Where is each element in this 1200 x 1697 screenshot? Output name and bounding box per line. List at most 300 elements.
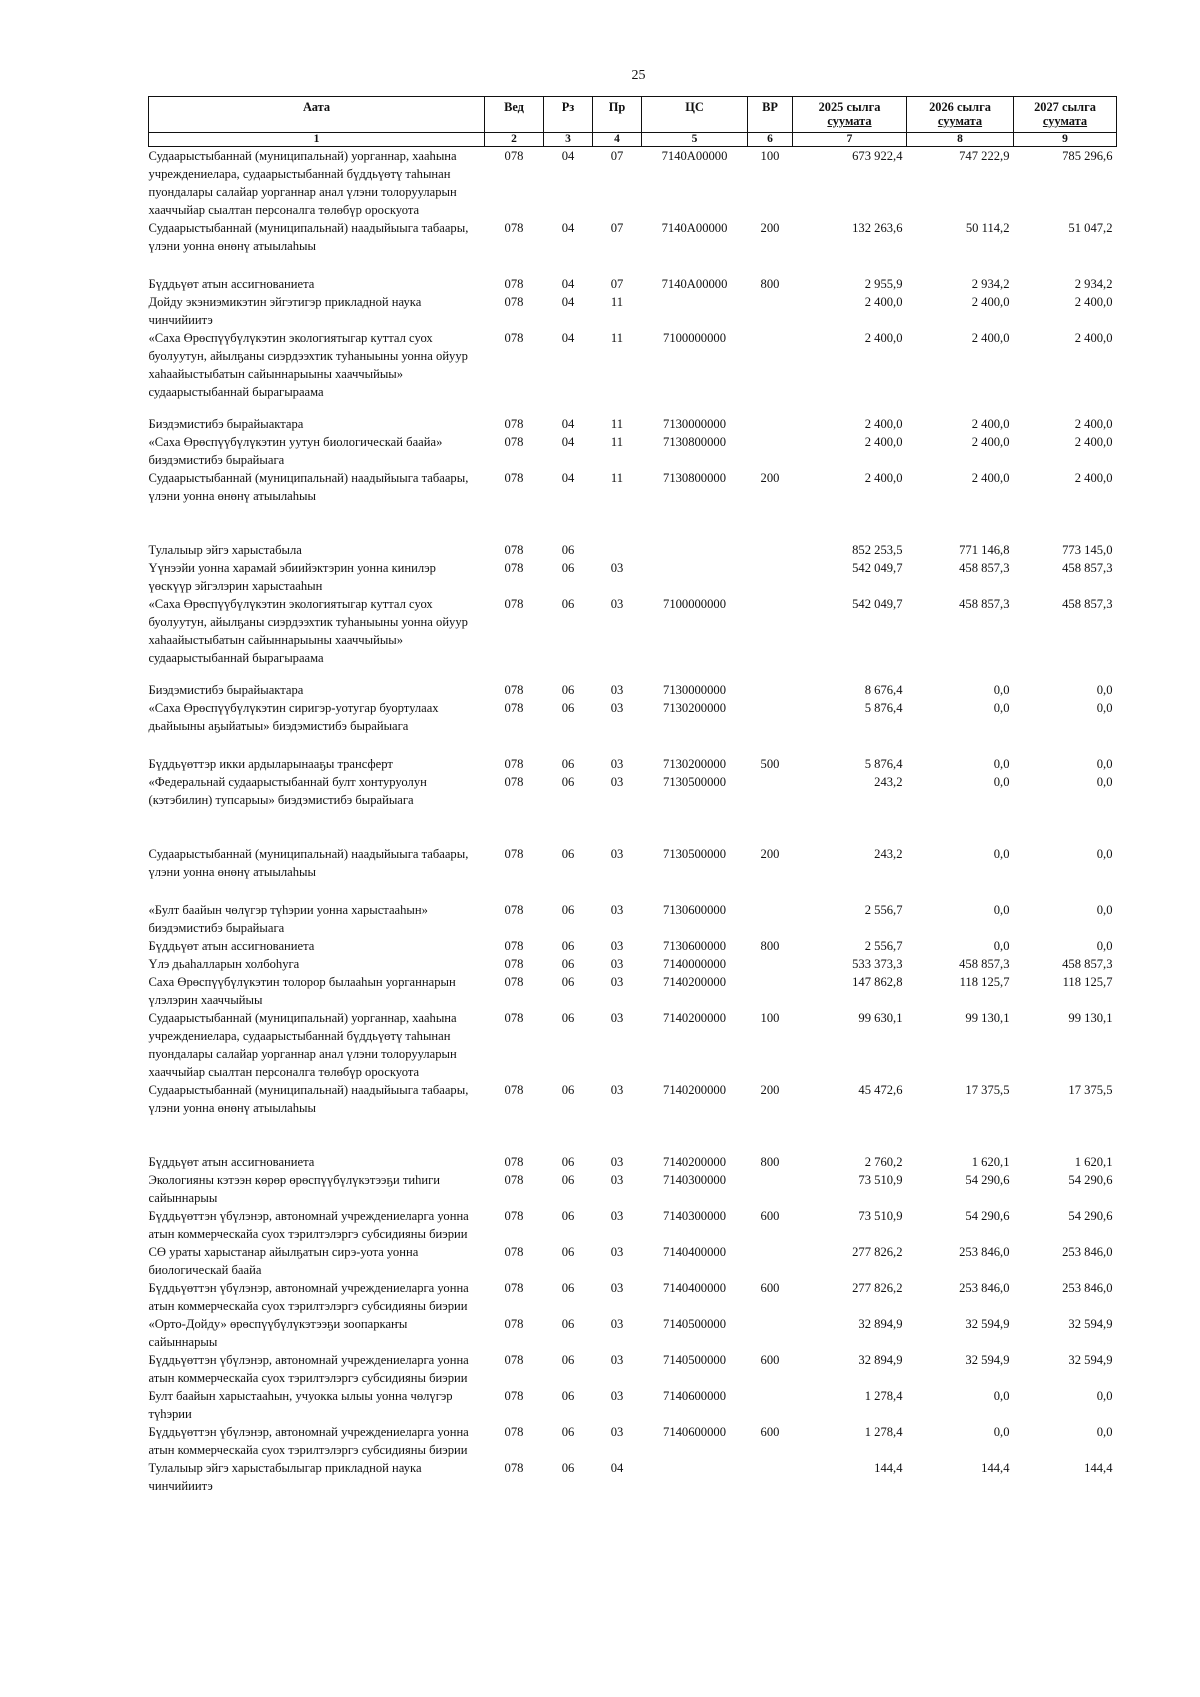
row-value-2025: 542 049,7 xyxy=(852,561,903,575)
row-vr: 600 xyxy=(760,1209,780,1223)
row-vr xyxy=(748,901,793,937)
row-vr xyxy=(748,541,793,559)
row-name: Судаарыстыбаннай (муниципальнай) уорганнар, хааһына учреждениелара, судаарыстыбаннай бүддьүөтү таһынан пуондалары салайар уорганнар анал үлэни толорууларын хааччыйар сыалтан персоналга төлөбүр ороскуота xyxy=(148,1011,457,1079)
row-value-2026: 253 846,0 xyxy=(959,1281,1010,1295)
row-ved: 078 xyxy=(504,1173,524,1187)
header-2027-year: 2027 сылга xyxy=(1034,100,1096,114)
row-name: «Саха Өрөспүүбүлүкэтин экологиятыгар куттал суох буолуутун, айылҕаны сиэрдээхтик туһаныыны уонна ойуур хаһаайыстыбатын сайыннарыыны хааччыйыы» судаарыстыбаннай бырагыраама xyxy=(148,331,468,399)
header-vr: ВР xyxy=(748,97,793,133)
row-vr xyxy=(748,955,793,973)
header-2026-sum: суумата xyxy=(937,114,983,128)
row-cs: 7130200000 xyxy=(663,701,726,715)
row-name: Судаарыстыбаннай (муниципальнай) уорганнар, хааһына учреждениелара, судаарыстыбаннай бүддьүөтү таһынан пуондалары салайар уорганнар анал үлэни толорууларын хааччыйар сыалтан персоналга төлөбүр ороскуота xyxy=(148,149,457,217)
column-number: 7 xyxy=(793,133,907,147)
table-row xyxy=(149,275,1117,293)
row-ved: 078 xyxy=(504,975,524,989)
table-row xyxy=(149,559,1117,595)
row-value-2026: 458 857,3 xyxy=(959,597,1010,611)
row-cs xyxy=(642,559,748,595)
table-row xyxy=(149,433,1117,469)
row-value-2025: 32 894,9 xyxy=(858,1353,903,1367)
header-2025-sum: суумата xyxy=(827,114,872,128)
table-row xyxy=(149,595,1117,681)
row-value-2027: 0,0 xyxy=(1096,683,1113,697)
row-ved: 078 xyxy=(504,1209,524,1223)
row-name: Бүддьүөттэн үбүлэнэр, автономнай учреждениеларга уонна атын коммерческайа суох тэрилтэлэргэ субсидияны биэрии xyxy=(148,1425,469,1457)
row-name: СӨ ураты харыстанар айылҕатын сирэ-уота уонна биологическай баайа xyxy=(148,1245,419,1277)
row-name: Биэдэмистибэ бырайыактара xyxy=(148,417,304,431)
row-name: Судаарыстыбаннай (муниципальнай) наадыйыыга табаары, үлэни уонна өнөнү атыылаһыы xyxy=(148,221,469,253)
column-number: 4 xyxy=(593,133,642,147)
row-value-2026: 0,0 xyxy=(993,847,1010,861)
row-rz: 06 xyxy=(561,847,575,861)
row-name: Судаарыстыбаннай (муниципальнай) наадыйыыга табаары, үлэни уонна өнөнү атыылаһыы xyxy=(148,471,469,503)
row-value-2027: 32 594,9 xyxy=(1068,1317,1113,1331)
row-value-2027: 2 400,0 xyxy=(1074,331,1113,345)
table-row xyxy=(149,219,1117,275)
row-value-2027: 2 400,0 xyxy=(1074,417,1113,431)
table-row xyxy=(149,1279,1117,1315)
row-ved: 078 xyxy=(504,1389,524,1403)
row-vr: 100 xyxy=(760,1011,780,1025)
row-vr xyxy=(748,559,793,595)
row-vr xyxy=(748,433,793,469)
row-vr xyxy=(748,595,793,681)
row-value-2026: 2 400,0 xyxy=(971,435,1010,449)
row-value-2025: 2 400,0 xyxy=(864,435,903,449)
table-row xyxy=(149,1423,1117,1459)
table-row xyxy=(149,1351,1117,1387)
row-value-2027: 253 846,0 xyxy=(1062,1281,1113,1295)
row-name: Бүддьүөттэр икки ардыларынааҕы трансферт xyxy=(148,757,393,771)
row-value-2026: 50 114,2 xyxy=(965,221,1010,235)
row-ved: 078 xyxy=(504,597,524,611)
row-value-2026: 118 125,7 xyxy=(959,975,1010,989)
row-name: Бүддьүөттэн үбүлэнэр, автономнай учреждениеларга уонна атын коммерческайа суох тэрилтэлэргэ субсидияны биэрии xyxy=(148,1353,469,1385)
row-cs: 7130600000 xyxy=(663,939,726,953)
row-value-2027: 32 594,9 xyxy=(1068,1353,1113,1367)
row-pr: 04 xyxy=(610,1461,624,1475)
row-rz: 04 xyxy=(561,221,575,235)
row-ved: 078 xyxy=(504,149,524,163)
column-number: 2 xyxy=(485,133,544,147)
row-pr: 03 xyxy=(610,1281,624,1295)
row-value-2027: 0,0 xyxy=(1096,1389,1113,1403)
row-value-2027: 1 620,1 xyxy=(1074,1155,1113,1169)
row-vr: 100 xyxy=(760,149,780,163)
row-cs: 7140200000 xyxy=(663,1083,726,1097)
table-row xyxy=(149,1207,1117,1243)
row-cs: 7130800000 xyxy=(663,435,726,449)
row-rz: 06 xyxy=(561,543,575,557)
row-ved: 078 xyxy=(504,295,524,309)
row-ved: 078 xyxy=(504,1353,524,1367)
row-value-2027: 0,0 xyxy=(1096,847,1113,861)
row-pr: 03 xyxy=(610,701,624,715)
table-row xyxy=(149,1153,1117,1171)
table-body xyxy=(149,147,1117,1496)
column-number: 9 xyxy=(1014,133,1117,147)
header-row xyxy=(149,97,1117,133)
row-cs: 7140000000 xyxy=(663,957,726,971)
column-number-row xyxy=(149,133,1117,147)
row-rz: 06 xyxy=(561,1209,575,1223)
row-rz: 06 xyxy=(561,957,575,971)
row-ved: 078 xyxy=(504,903,524,917)
table-row xyxy=(149,681,1117,699)
table-row xyxy=(149,845,1117,901)
row-value-2025: 1 278,4 xyxy=(864,1425,903,1439)
row-value-2026: 1 620,1 xyxy=(971,1155,1010,1169)
row-name: Тулалыыр эйгэ харыстабылыгар прикладной наука чинчийиитэ xyxy=(148,1461,422,1493)
table-row xyxy=(149,415,1117,433)
row-value-2026: 0,0 xyxy=(993,1425,1010,1439)
row-pr: 11 xyxy=(610,471,624,485)
row-cs xyxy=(642,1459,748,1495)
row-value-2025: 2 400,0 xyxy=(864,417,903,431)
header-2026 xyxy=(907,97,1014,133)
table-row xyxy=(149,755,1117,773)
row-pr: 07 xyxy=(610,221,624,235)
row-value-2027: 2 400,0 xyxy=(1074,471,1113,485)
row-rz: 06 xyxy=(561,1281,575,1295)
table-row xyxy=(149,469,1117,541)
table-row xyxy=(149,937,1117,955)
row-cs: 7140200000 xyxy=(663,1011,726,1025)
row-pr: 03 xyxy=(610,975,624,989)
row-name: «Орто-Дойду» өрөспүүбүлүкэтээҕи зоопаркаҥы сайыннарыы xyxy=(148,1317,408,1349)
table-row xyxy=(149,1009,1117,1081)
row-value-2027: 2 934,2 xyxy=(1074,277,1113,291)
row-cs: 7140300000 xyxy=(663,1173,726,1187)
row-cs: 7130000000 xyxy=(663,683,726,697)
row-ved: 078 xyxy=(504,1317,524,1331)
row-value-2025: 2 400,0 xyxy=(864,331,903,345)
row-name: Бүддьүөттэн үбүлэнэр, автономнай учреждениеларга уонна атын коммерческайа суох тэрилтэлэргэ субсидияны биэрии xyxy=(148,1209,469,1241)
row-rz: 04 xyxy=(561,417,575,431)
row-pr: 03 xyxy=(610,597,624,611)
row-vr xyxy=(748,1315,793,1351)
table-row xyxy=(149,1459,1117,1495)
row-value-2025: 243,2 xyxy=(874,847,903,861)
row-cs: 7140200000 xyxy=(663,975,726,989)
row-name: Бүддьүөт атын ассигнованиета xyxy=(148,939,315,953)
row-rz: 06 xyxy=(561,1173,575,1187)
row-value-2027: 118 125,7 xyxy=(1062,975,1113,989)
row-value-2026: 54 290,6 xyxy=(965,1173,1010,1187)
row-value-2027: 0,0 xyxy=(1096,1425,1113,1439)
table-row xyxy=(149,1387,1117,1423)
table-row xyxy=(149,973,1117,1009)
row-value-2027: 253 846,0 xyxy=(1062,1245,1113,1259)
header-cs: ЦС xyxy=(642,97,748,133)
row-cs: 7140400000 xyxy=(663,1245,726,1259)
row-ved: 078 xyxy=(504,939,524,953)
row-vr: 200 xyxy=(760,471,780,485)
row-value-2025: 277 826,2 xyxy=(852,1281,903,1295)
row-value-2025: 1 278,4 xyxy=(864,1389,903,1403)
row-name: Дойду экэниэмикэтин эйгэтигэр прикладной наука чинчийиитэ xyxy=(148,295,422,327)
row-pr: 03 xyxy=(610,561,624,575)
row-value-2025: 2 556,7 xyxy=(864,903,903,917)
row-cs: 7140500000 xyxy=(663,1317,726,1331)
row-cs xyxy=(642,293,748,329)
row-ved: 078 xyxy=(504,701,524,715)
row-vr xyxy=(748,1171,793,1207)
row-ved: 078 xyxy=(504,757,524,771)
row-value-2026: 747 222,9 xyxy=(959,149,1010,163)
header-2025-year: 2025 сылга xyxy=(818,100,881,114)
row-cs: 7140400000 xyxy=(663,1281,726,1295)
row-rz: 06 xyxy=(561,975,575,989)
row-cs: 7130200000 xyxy=(663,757,726,771)
row-cs: 7140А00000 xyxy=(661,149,728,163)
budget-table xyxy=(148,96,1116,1495)
row-value-2027: 54 290,6 xyxy=(1068,1209,1113,1223)
row-pr: 03 xyxy=(610,1173,624,1187)
row-value-2025: 73 510,9 xyxy=(858,1173,903,1187)
row-pr: 03 xyxy=(610,1425,624,1439)
row-value-2026: 144,4 xyxy=(981,1461,1010,1475)
table-row xyxy=(149,147,1117,220)
row-value-2026: 0,0 xyxy=(993,903,1010,917)
table-row xyxy=(149,1315,1117,1351)
row-value-2025: 2 955,9 xyxy=(864,277,903,291)
row-value-2026: 0,0 xyxy=(993,775,1010,789)
row-ved: 078 xyxy=(504,1083,524,1097)
row-vr: 800 xyxy=(760,939,780,953)
row-rz: 06 xyxy=(561,1245,575,1259)
row-rz: 06 xyxy=(561,775,575,789)
row-vr: 200 xyxy=(760,847,780,861)
header-pr: Пр xyxy=(593,97,642,133)
table-row xyxy=(149,1171,1117,1207)
row-name: Үлэ дьаһалларын холбоһуга xyxy=(148,957,300,971)
table-row xyxy=(149,1081,1117,1153)
row-value-2025: 673 922,4 xyxy=(852,149,903,163)
row-ved: 078 xyxy=(504,1011,524,1025)
row-name: Экологияны кэтээн көрөр өрөспүүбүлүкэтээҕи тиһиги сайыннарыы xyxy=(148,1173,441,1205)
row-value-2026: 0,0 xyxy=(993,683,1010,697)
row-value-2025: 852 253,5 xyxy=(852,543,903,557)
row-value-2025: 2 556,7 xyxy=(864,939,903,953)
row-vr xyxy=(748,773,793,845)
row-rz: 06 xyxy=(561,701,575,715)
row-cs: 7100000000 xyxy=(663,331,726,345)
row-ved: 078 xyxy=(504,847,524,861)
row-rz: 06 xyxy=(561,1155,575,1169)
header-2025 xyxy=(793,97,907,133)
row-name: Бүддьүөт атын ассигнованиета xyxy=(148,277,315,291)
column-number: 3 xyxy=(544,133,593,147)
row-value-2026: 17 375,5 xyxy=(965,1083,1010,1097)
row-value-2026: 0,0 xyxy=(993,939,1010,953)
row-vr: 600 xyxy=(760,1425,780,1439)
row-cs: 7130500000 xyxy=(663,775,726,789)
row-rz: 06 xyxy=(561,1389,575,1403)
row-value-2025: 2 400,0 xyxy=(864,471,903,485)
row-cs: 7140600000 xyxy=(663,1425,726,1439)
row-name: Биэдэмистибэ бырайыактара xyxy=(148,683,304,697)
row-name: Булт баайын харыстааһын, учуокка ылыы уонна чөлүгэр түһэрии xyxy=(148,1389,453,1421)
row-ved: 078 xyxy=(504,277,524,291)
row-pr: 03 xyxy=(610,1155,624,1169)
row-value-2026: 99 130,1 xyxy=(965,1011,1010,1025)
row-value-2027: 51 047,2 xyxy=(1068,221,1113,235)
row-rz: 06 xyxy=(561,757,575,771)
row-pr: 07 xyxy=(610,277,624,291)
row-name: Бүддьүөттэн үбүлэнэр, автономнай учреждениеларга уонна атын коммерческайа суох тэрилтэлэргэ субсидияны биэрии xyxy=(148,1281,469,1313)
row-ved: 078 xyxy=(504,331,524,345)
row-name: Бүддьүөт атын ассигнованиета xyxy=(148,1155,315,1169)
row-pr xyxy=(593,541,642,559)
row-value-2026: 458 857,3 xyxy=(959,561,1010,575)
row-value-2027: 0,0 xyxy=(1096,939,1113,953)
row-rz: 06 xyxy=(561,939,575,953)
row-vr xyxy=(748,699,793,755)
row-value-2025: 5 876,4 xyxy=(864,701,903,715)
row-value-2027: 2 400,0 xyxy=(1074,295,1113,309)
row-value-2027: 144,4 xyxy=(1084,1461,1113,1475)
row-ved: 078 xyxy=(504,957,524,971)
row-value-2027: 0,0 xyxy=(1096,757,1113,771)
row-pr: 03 xyxy=(610,903,624,917)
row-cs: 7140500000 xyxy=(663,1353,726,1367)
row-cs: 7140600000 xyxy=(663,1389,726,1403)
row-rz: 04 xyxy=(561,149,575,163)
row-ved: 078 xyxy=(504,435,524,449)
header-2027-sum: суумата xyxy=(1042,114,1088,128)
row-value-2027: 2 400,0 xyxy=(1074,435,1113,449)
row-value-2025: 542 049,7 xyxy=(852,597,903,611)
row-name: «Булт баайын чөлүгэр түһэрии уонна харыстааһын» биэдэмистибэ бырайыага xyxy=(148,903,428,935)
table-row xyxy=(149,955,1117,973)
row-vr: 200 xyxy=(760,1083,780,1097)
row-ved: 078 xyxy=(504,1281,524,1295)
row-ved: 078 xyxy=(504,1425,524,1439)
header-2027 xyxy=(1014,97,1117,133)
row-rz: 04 xyxy=(561,331,575,345)
row-ved: 078 xyxy=(504,1461,524,1475)
row-rz: 06 xyxy=(561,1461,575,1475)
row-pr: 03 xyxy=(610,1389,624,1403)
row-value-2025: 73 510,9 xyxy=(858,1209,903,1223)
row-pr: 03 xyxy=(610,1209,624,1223)
row-ved: 078 xyxy=(504,471,524,485)
row-pr: 03 xyxy=(610,683,624,697)
row-value-2026: 2 400,0 xyxy=(971,295,1010,309)
row-pr: 03 xyxy=(610,1245,624,1259)
row-value-2025: 132 263,6 xyxy=(852,221,903,235)
row-vr xyxy=(748,1387,793,1423)
table-row xyxy=(149,901,1117,937)
row-rz: 06 xyxy=(561,1317,575,1331)
row-value-2027: 54 290,6 xyxy=(1068,1173,1113,1187)
table-row xyxy=(149,329,1117,415)
row-rz: 04 xyxy=(561,295,575,309)
row-rz: 04 xyxy=(561,277,575,291)
row-value-2025: 243,2 xyxy=(874,775,903,789)
row-pr: 11 xyxy=(610,417,624,431)
row-name: Судаарыстыбаннай (муниципальнай) наадыйыыга табаары, үлэни уонна өнөнү атыылаһыы xyxy=(148,847,469,879)
row-vr xyxy=(748,1459,793,1495)
row-vr xyxy=(748,329,793,415)
row-value-2025: 5 876,4 xyxy=(864,757,903,771)
row-vr xyxy=(748,293,793,329)
row-vr xyxy=(748,973,793,1009)
column-number: 5 xyxy=(642,133,748,147)
row-value-2027: 458 857,3 xyxy=(1062,597,1113,611)
table-row xyxy=(149,699,1117,755)
row-rz: 06 xyxy=(561,1011,575,1025)
row-pr: 03 xyxy=(610,775,624,789)
row-value-2026: 32 594,9 xyxy=(965,1353,1010,1367)
row-value-2026: 2 400,0 xyxy=(971,331,1010,345)
row-cs: 7130600000 xyxy=(663,903,726,917)
row-rz: 06 xyxy=(561,903,575,917)
row-rz: 06 xyxy=(561,1353,575,1367)
row-value-2026: 771 146,8 xyxy=(959,543,1010,557)
row-vr: 800 xyxy=(760,277,780,291)
row-name: «Саха Өрөспүүбүлүкэтин уутун биологическай баайа» биэдэмистибэ бырайыага xyxy=(148,435,443,467)
row-value-2026: 458 857,3 xyxy=(959,957,1010,971)
header-rz: Рз xyxy=(544,97,593,133)
column-number: 8 xyxy=(907,133,1014,147)
row-pr: 03 xyxy=(610,1353,624,1367)
row-rz: 06 xyxy=(561,1425,575,1439)
row-value-2027: 773 145,0 xyxy=(1062,543,1113,557)
row-cs: 7140300000 xyxy=(663,1209,726,1223)
row-value-2027: 458 857,3 xyxy=(1062,561,1113,575)
row-pr: 03 xyxy=(610,757,624,771)
row-value-2027: 0,0 xyxy=(1096,701,1113,715)
row-value-2026: 54 290,6 xyxy=(965,1209,1010,1223)
row-ved: 078 xyxy=(504,561,524,575)
row-vr xyxy=(748,1243,793,1279)
row-name: «Федеральнай судаарыстыбаннай булт хонтуруолун (кэтэбилин) тупсарыы» биэдэмистибэ бырайыага xyxy=(148,775,427,807)
row-cs: 7140А00000 xyxy=(661,221,728,235)
table-row xyxy=(149,773,1117,845)
row-name: Саха Өрөспүүбүлүкэтин толорор былааһын уорганнарын үлэлэрин хааччыйыы xyxy=(148,975,456,1007)
row-name: Үүнээйи уонна харамай эбиийэктэрин уонна кинилэр үөскүүр эйгэлэрин харыстааһын xyxy=(148,561,436,593)
row-pr: 03 xyxy=(610,957,624,971)
row-value-2026: 32 594,9 xyxy=(965,1317,1010,1331)
row-ved: 078 xyxy=(504,221,524,235)
row-value-2025: 45 472,6 xyxy=(858,1083,903,1097)
row-ved: 078 xyxy=(504,1155,524,1169)
row-vr: 600 xyxy=(760,1281,780,1295)
row-vr: 200 xyxy=(760,221,780,235)
row-value-2025: 32 894,9 xyxy=(858,1317,903,1331)
row-cs: 7140А00000 xyxy=(661,277,728,291)
column-number: 6 xyxy=(748,133,793,147)
page-number: 25 xyxy=(631,68,646,83)
row-rz: 04 xyxy=(561,435,575,449)
row-vr: 500 xyxy=(760,757,780,771)
header-name: Аата xyxy=(149,97,485,133)
row-rz: 04 xyxy=(561,471,575,485)
row-name: «Саха Өрөспүүбүлүкэтин сиригэр-уотугар буортулаах дьайыыны аҕыйатыы» биэдэмистибэ бырайыага xyxy=(148,701,439,733)
row-pr: 03 xyxy=(610,1011,624,1025)
row-value-2025: 99 630,1 xyxy=(858,1011,903,1025)
row-vr: 800 xyxy=(760,1155,780,1169)
row-pr: 03 xyxy=(610,847,624,861)
row-ved: 078 xyxy=(504,1245,524,1259)
row-value-2026: 0,0 xyxy=(993,701,1010,715)
row-value-2026: 0,0 xyxy=(993,1389,1010,1403)
row-value-2027: 785 296,6 xyxy=(1062,149,1113,163)
row-rz: 06 xyxy=(561,561,575,575)
